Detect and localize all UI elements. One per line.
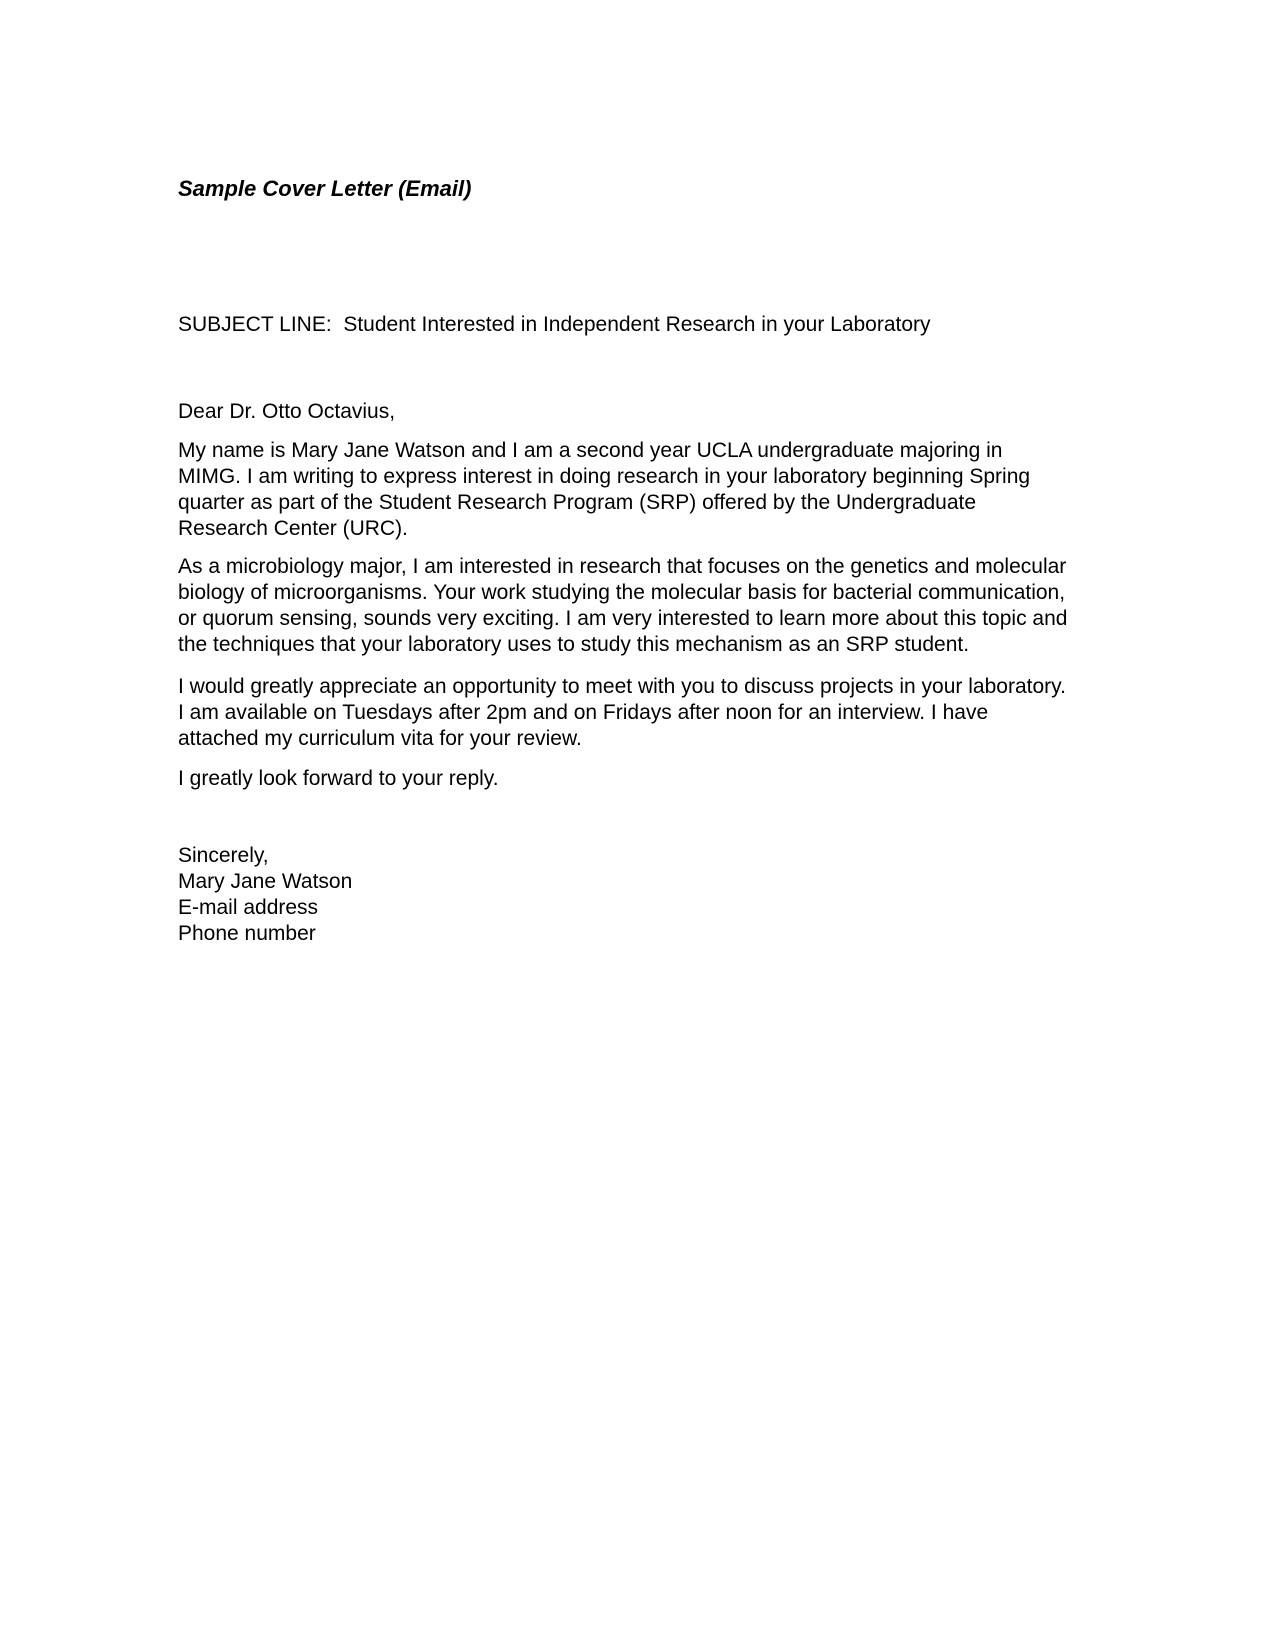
subject-line: SUBJECT LINE: Student Interested in Independent Research in your Laboratory [178,313,931,336]
signature-name: Mary Jane Watson [178,870,353,893]
closing-block [178,843,1071,947]
paragraph-introduction: My name is Mary Jane Watson and I am a second year UCLA undergraduate majoring in MIMG. I am writing to express interest in doing research in your laboratory beginning Spring quarter as part of the Student Research Program (SRP) offered by the Undergraduate Research Center (URC). [178,439,1031,540]
signature-phone: Phone number [178,922,316,945]
letter-content [178,174,1071,947]
paragraph-meeting-request: I would greatly appreciate an opportunity to meet with you to discuss projects in your laboratory. I am available on Tuesdays after 2pm and on Fridays after noon for an interview. I have attached my curriculum vita for your review. [178,675,1066,750]
paragraph-research-interest: As a microbiology major, I am interested in research that focuses on the genetics and molecular biology of microorganisms. Your work studying the molecular basis for bacterial communication, or quorum sensing, sounds very exciting. I am very interested to learn more about this topic and the techniques that your laboratory uses to study this mechanism as an SRP student. [178,555,1068,656]
salutation: Dear Dr. Otto Octavius, [178,400,396,423]
signature-email: E-mail address [178,896,319,919]
paragraph-closing-remark: I greatly look forward to your reply. [178,767,499,790]
document-title: Sample Cover Letter (Email) [178,176,472,201]
farewell: Sincerely, [178,844,269,867]
